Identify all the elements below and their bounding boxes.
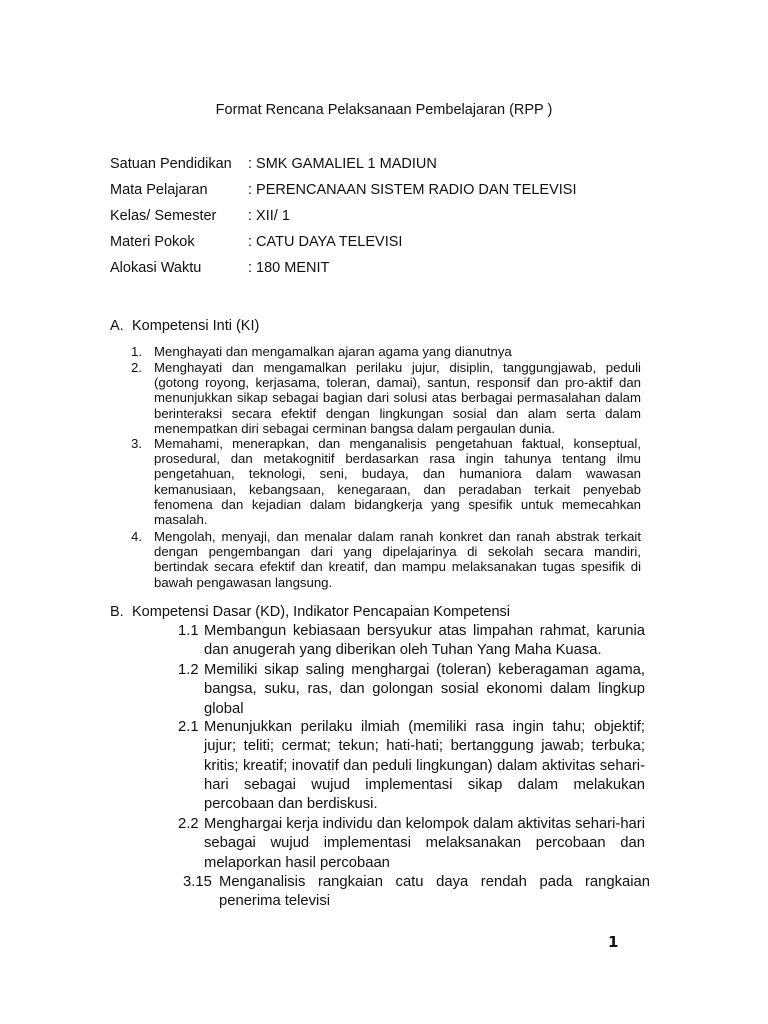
item-text: Menganalisis rangkaian catu daya rendah pada rangkaian penerima televisi [219,874,650,910]
item-text: Mengolah, menyaji, dan menalar dalam ranah konkret dan ranah abstrak terkait dengan pengembangan dari yang dipelajarinya di sekolah secara mandiri, bertindak secara efektif dan kreatif, dan mampu melaksanakan tugas spesifik di bawah pengawasan langsung. [154,529,641,590]
ki-item [131,344,641,359]
item-number: 2. [131,360,142,375]
identity-row-materi [110,232,402,252]
item-text: Memiliki sikap saling menghargai (toleran) keberagaman agama, bangsa, suku, ras, dan golongan sosial ekonomi dalam lingkup global [204,662,645,717]
item-text: Menghargai kerja individu dan kelompok dalam aktivitas sehari-hari sebagai wujud implementasi melaksanakan percobaan dan melaporkan hasil percobaan [204,816,645,871]
identity-label: Mata Pelajaran [110,182,208,198]
identity-value: : SMK GAMALIEL 1 MADIUN [248,156,437,172]
identity-label: Kelas/ Semester [110,208,217,224]
item-number: 2.1 [178,719,199,735]
identity-value: : XII/ 1 [248,208,290,224]
item-number: 1.1 [178,623,199,639]
item-number: 3. [131,436,142,451]
kd-item [178,718,645,814]
ki-item [131,436,641,527]
document-title: Format Rencana Pelaksanaan Pembelajaran (RPP ) [215,102,553,118]
identity-value: : PERENCANAAN SISTEM RADIO DAN TELEVISI [248,182,577,198]
item-number: 1.2 [178,662,199,678]
identity-row-mapel [110,180,576,200]
item-text: Menunjukkan perilaku ilmiah (memiliki rasa ingin tahu; objektif; jujur; teliti; cermat; tekun; hati-hati; bertanggung jawab; terbuka; kritis; kreatif; inovatif dan peduli lingkungan) dalam aktivitas sehari-hari sebagai wujud implementasi sikap dalam melakukan percobaan dan berdiskusi. [204,719,645,813]
kd-item [178,622,645,661]
kd-item [178,661,645,719]
identity-label: Satuan Pendidikan [110,156,232,172]
section-title: Kompetensi Dasar (KD), Indikator Pencapaian Kompetensi [132,604,510,620]
identity-value: : CATU DAYA TELEVISI [248,234,403,250]
identity-row-kelas [110,206,290,226]
identity-row-alokasi [110,258,329,278]
identity-label: Materi Pokok [110,234,195,250]
kd-item [178,815,645,873]
section-a-heading [110,316,259,336]
section-letter: B. [110,604,124,620]
ki-item [131,529,641,590]
item-text: Menghayati dan mengamalkan perilaku jujur, disiplin, tanggungjawab, peduli (gotong royong, kerjasama, toleran, damai), santun, responsif dan pro-aktif dan menunjukkan sikap sebagai bagian dari solusi atas berbagai permasalahan dalam berinteraksi secara efektif dengan lingkungan sosial dan alam serta dalam menempatkan diri sebagai cerminan bangsa dalam pergaulan dunia. [154,360,641,436]
section-letter: A. [110,318,124,334]
section-title: Kompetensi Inti (KI) [132,318,260,334]
identity-value: : 180 MENIT [248,260,330,276]
item-text: Menghayati dan mengamalkan ajaran agama yang dianutnya [154,344,512,359]
item-number: 1. [131,344,142,359]
item-number: 3.15 [183,874,212,890]
item-number: 4. [131,529,142,544]
identity-row-satuan [110,154,437,174]
item-number: 2.2 [178,816,199,832]
ki-item [131,360,641,436]
page-number: 1 [608,933,619,951]
item-text: Membangun kebiasaan bersyukur atas limpahan rahmat, karunia dan anugerah yang diberikan oleh Tuhan Yang Maha Kuasa. [204,623,645,659]
item-text: Memahami, menerapkan, dan menganalisis pengetahuan faktual, konseptual, prosedural, dan metakognitif berdasarkan rasa ingin tahunya tentang ilmu pengetahuan, teknologi, seni, budaya, dan humaniora dalam wawasan kemanusiaan, kebangsaan, kenegaraan, dan peradaban terkait penyebab fenomena dan kejadian dalam bidangkerja yang spesifik untuk memecahkan masalah. [154,436,641,528]
identity-label: Alokasi Waktu [110,260,202,276]
kd-item [183,873,650,912]
section-b-heading [110,602,510,622]
